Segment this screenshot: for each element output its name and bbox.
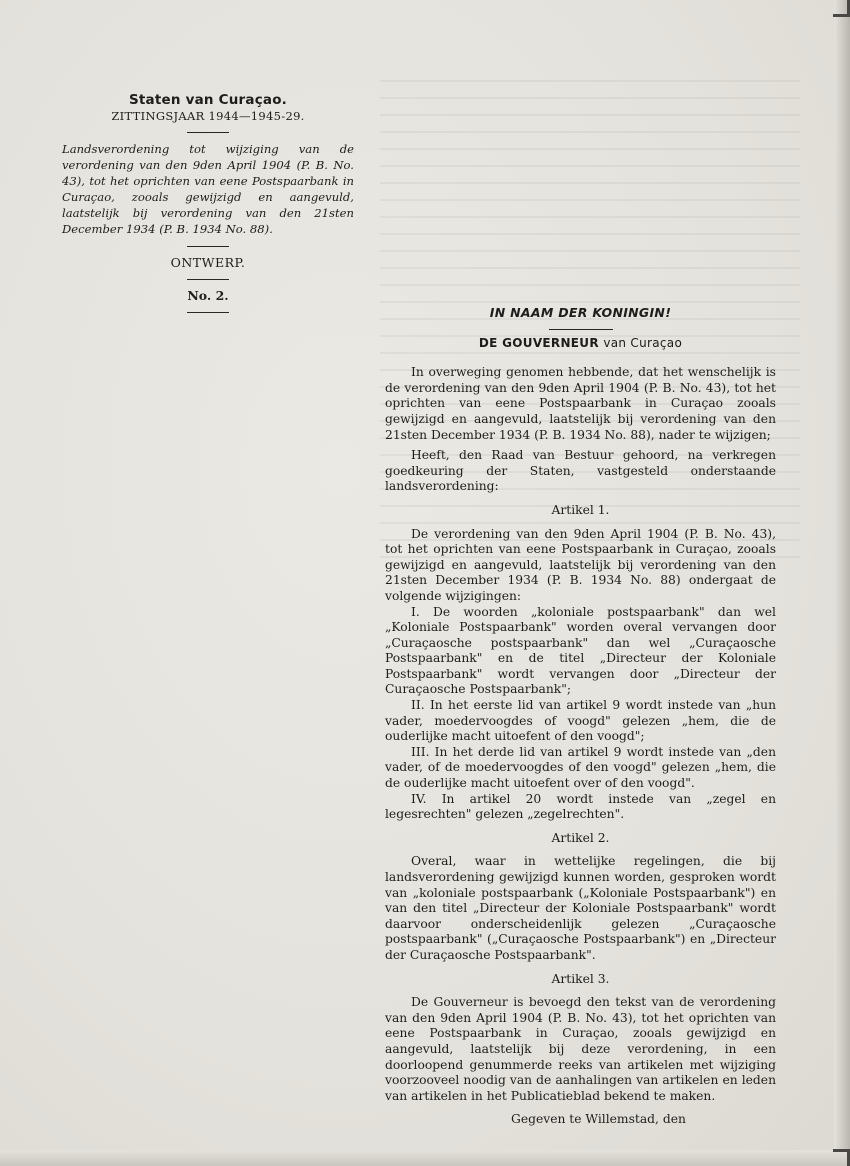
preamble-paragraph: In overweging genomen hebbende, dat het wenschelijk is de verordening van den 9den April 1904 (P. B. No. 43), tot het oprichten van eene Postspaarbank in Curaçao zooals gewijzigd en aangevuld, laatstelijk bij verordening van den 21sten December 1934 (P. B. 1934 No. 88), nader te wijzigen; xyxy=(385,365,776,442)
divider xyxy=(187,312,229,313)
authority-suffix: van Curaçao xyxy=(603,335,683,350)
draft-label: ONTWERP. xyxy=(170,255,246,270)
authority-heading xyxy=(385,336,776,352)
crop-mark-top-right xyxy=(833,0,850,17)
divider xyxy=(187,279,229,280)
amendment-item: I. De woorden „koloniale postspaarbank" dan wel „Koloniale Postspaarbank" worden overal vervangen door „Curaçaosche postspaarbank" dan wel „Curaçaosche Postspaarbank" en de titel „Directeur der Koloniale Postspaarbank" wordt vervangen door „Directeur der Curaçaosche Postspaarbank"; xyxy=(385,604,776,697)
article-3-text: De Gouverneur is bevoegd den tekst van de verordening van den 9den April 1904 (P. B. No. 43), tot het oprichten van eene Postspaarbank in Curaçao, zooals gewijzigd en aangevuld, laatstelijk bij deze verordening, in een doorloopend genummerde reeks van artikelen met wijziging voorzooveel noodig van de aanhalingen van artikelen en leden van artikelen in het Publicatieblad bekend te maken. xyxy=(385,995,776,1103)
divider xyxy=(187,246,229,247)
article-2-text: Overal, waar in wettelijke regelingen, die bij landsverordening gewijzigd kunnen worden, gesproken wordt van „koloniale postspaarbank („Koloniale Postspaarbank") en van den titel „Directeur der Koloniale Postspaarbank" wordt daarvoor onderscheidenlijk gelezen „Curaçaosche postspaarbank" („Curaçaosche Postspaarbank") en „Directeur der Curaçaosche Postspaarbank". xyxy=(385,854,776,962)
document-title: Staten van Curaçao. xyxy=(128,92,288,108)
authority-name: DE GOUVERNEUR xyxy=(478,335,599,350)
amendment-item: IV. In artikel 20 wordt instede van „zegel en legesrechten" gelezen „zegelrechten". xyxy=(385,791,776,822)
article-1-intro: De verordening van den 9den April 1904 (P. B. No. 43), tot het oprichten van eene Postspaarbank in Curaçao, zooals gewijzigd en aangevuld, laatstelijk bij verordening van den 21sten December 1934 (P. B. 1934 No. 88) ondergaat de volgende wijzigingen: xyxy=(385,526,776,603)
article-1-heading: Artikel 1. xyxy=(551,502,610,517)
article-2-heading: Artikel 2. xyxy=(551,830,610,845)
preamble-paragraph: Heeft, den Raad van Bestuur gehoord, na verkregen goedkeuring der Staten, vastgesteld onderstaande landsverordening: xyxy=(385,448,776,494)
header-block xyxy=(62,92,354,321)
bill-number: No. 2. xyxy=(187,288,229,303)
session-year: ZITTINGSJAAR 1944—1945-29. xyxy=(111,109,305,123)
divider xyxy=(549,329,613,330)
signature-line: Gegeven te Willemstad, den xyxy=(511,1112,686,1127)
invocation: IN NAAM DER KONINGIN! xyxy=(489,305,672,320)
ordinance-body xyxy=(385,305,776,1128)
divider xyxy=(187,132,229,133)
amendment-item: II. In het eerste lid van artikel 9 wordt instede van „hun vader, moedervoogdes of voogd" gelezen „hem, die de ouderlijke macht uitoefent of den voogd"; xyxy=(385,698,776,744)
article-3-heading: Artikel 3. xyxy=(551,971,610,986)
crop-mark-bottom-right xyxy=(833,1149,850,1166)
page-bottom-shadow xyxy=(0,1150,850,1166)
bill-summary: Landsverordening tot wijziging van de verordening van den 9den April 1904 (P. B. No. 43), tot het oprichten van eene Postspaarbank in Curaçao, zooals gewijzigd en aangevuld, laatstelijk bij verordening van den 21sten December 1934 (P. B. 1934 No. 88). xyxy=(62,142,354,236)
page-edge-shadow xyxy=(834,0,850,1166)
amendment-item: III. In het derde lid van artikel 9 wordt instede van „den vader, of de moedervoogdes of den voogd" gelezen „hem, die de ouderlijke macht uitoefent over of den voogd". xyxy=(385,744,776,791)
